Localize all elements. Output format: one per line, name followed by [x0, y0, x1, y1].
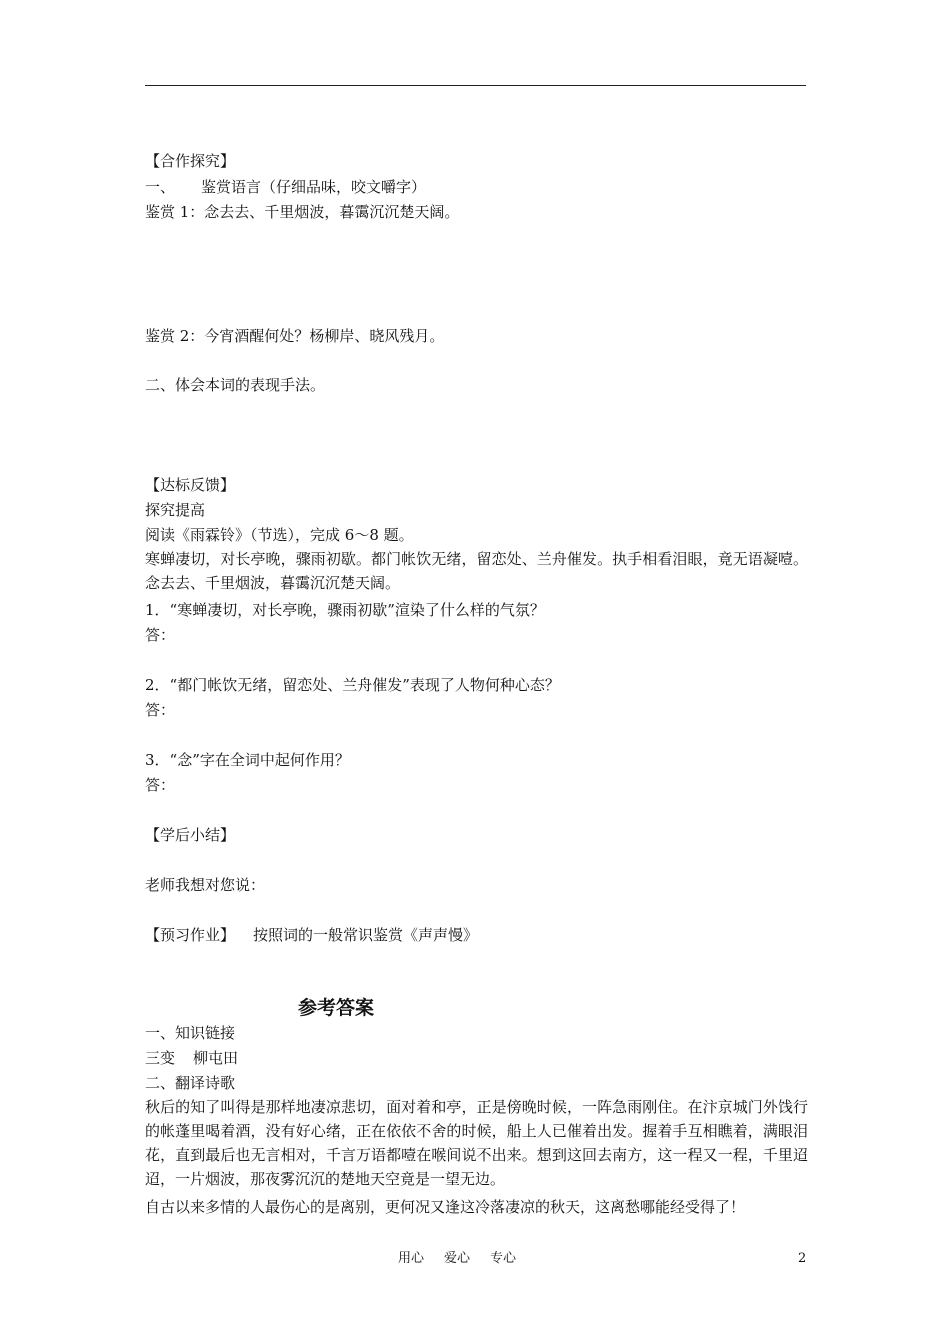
answer-2-label: 答： — [145, 701, 176, 719]
teacher-note: 老师我想对您说： — [145, 876, 266, 894]
question-2: 2．“都门帐饮无绪，留恋处、兰舟催发”表现了人物何种心态？ — [145, 676, 560, 694]
poem-excerpt: 寒蝉凄切，对长亭晚，骤雨初歇。都门帐饮无绪，留恋处、兰舟催发。执手相看泪眼，竟无语凝噎。念去去、千里烟波，暮霭沉沉楚天阔。 — [145, 550, 808, 592]
section-heading-dabiao: 【达标反馈】 — [145, 476, 236, 494]
reading-instruction: 阅读《雨霖铃》（节选），完成 6～8 题。 — [145, 526, 414, 544]
item-1-number: 一、 — [145, 178, 176, 196]
author-alias: 柳屯田 — [193, 1049, 239, 1067]
answers-part-1: 一、知识链接 — [145, 1024, 236, 1042]
footer-motto — [398, 1250, 516, 1268]
answers-part-2: 二、翻译诗歌 — [145, 1074, 236, 1092]
footer-motto-3: 专心 — [490, 1251, 517, 1266]
footer-motto-2: 爱心 — [444, 1251, 471, 1266]
item-1 — [145, 177, 426, 197]
answer-3-label: 答： — [145, 776, 176, 794]
translation-paragraph-1: 秋后的知了叫得是那样地凄凉悲切，面对着和亭，正是傍晚时候，一阵急雨刚住。在汴京城门外饯行的帐蓬里喝着酒，没有好心绪，正在依依不舍的时候，船上人已催着出发。握着手互相瞧着，满眼泪花，直到最后也无言相对，千言万语都噎在喉间说不出来。想到这回去南方，这一程又一程，千里迢迢，一片烟波，那夜雾沉沉的楚地天空竟是一望无边。 — [145, 1098, 808, 1188]
footer-motto-1: 用心 — [398, 1251, 425, 1266]
question-3: 3．“念”字在全词中起何作用？ — [145, 751, 350, 769]
preview-homework — [145, 925, 478, 945]
page-number: 2 — [798, 1251, 807, 1266]
appreciation-1: 鉴赏 1：念去去、千里烟波，暮霭沉沉楚天阔。 — [145, 203, 460, 221]
header-rule — [145, 85, 806, 86]
translation-paragraph-2: 自古以来多情的人最伤心的是离别，更何况又逢这冷落凄凉的秋天，这离愁哪能经受得了！ — [145, 1198, 746, 1216]
question-1: 1．“寒蝉凄切，对长亭晚，骤雨初歇”渲染了什么样的气氛？ — [145, 601, 545, 619]
subheading-tanjiu: 探究提高 — [145, 501, 206, 519]
answer-1-label: 答： — [145, 626, 176, 644]
answers-author — [145, 1048, 238, 1068]
item-2: 二、体会本词的表现手法。 — [145, 376, 326, 394]
section-heading-xiaojie: 【学后小结】 — [145, 826, 236, 844]
item-1-text: 鉴赏语言（仔细品味，咬文嚼字） — [201, 178, 427, 196]
author-name: 三变 — [145, 1049, 176, 1067]
appreciation-2: 鉴赏 2：今宵酒醒何处？杨柳岸、晓风残月。 — [145, 327, 445, 345]
preview-homework-text: 按照词的一般常识鉴赏《声声慢》 — [253, 926, 479, 944]
section-heading-yuxi: 【预习作业】 — [145, 926, 236, 944]
answers-title: 参考答案 — [298, 997, 375, 1019]
section-heading-hezuo: 【合作探究】 — [145, 152, 236, 170]
